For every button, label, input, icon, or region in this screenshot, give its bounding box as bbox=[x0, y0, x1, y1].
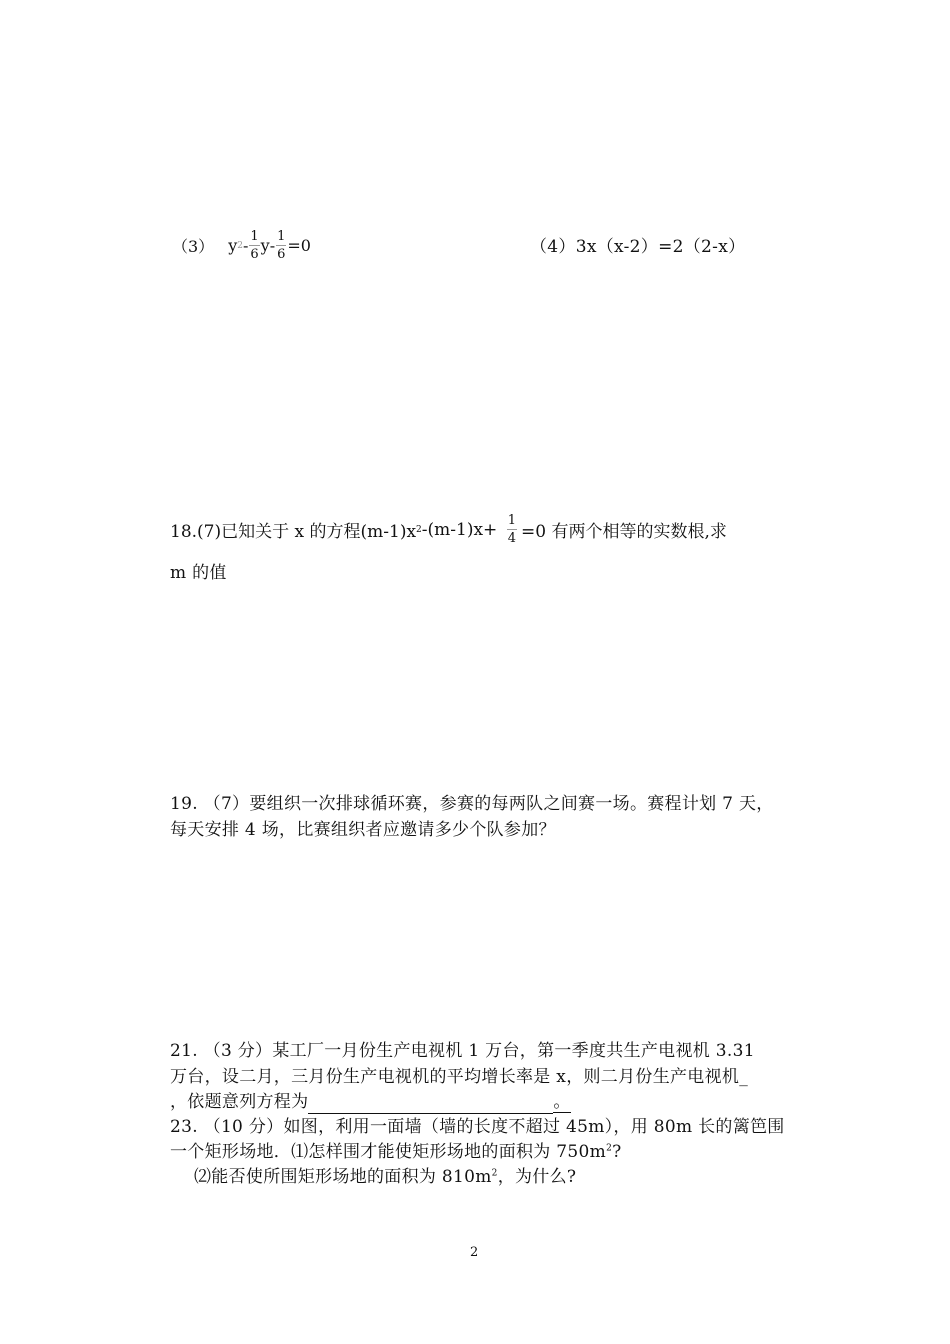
q17-part4: （4）3x（x-2）=2（2-x） bbox=[530, 237, 746, 257]
q17-part3: （3） y 2 - $\frac{1}{6}$ y- $\frac{1}{6}$ =0 bbox=[172, 229, 311, 262]
q17-part3-end: =0 bbox=[287, 236, 311, 255]
q23-line2-text: 一个矩形场地．⑴怎样围才能使矩形场地的面积为 750m bbox=[170, 1142, 607, 1162]
q18-post: =0 有两个相等的实数根,求 bbox=[521, 522, 727, 542]
q21-line1: 21. （3 分）某工厂一月份生产电视机 1 万台，第一季度共生产电视机 3.31 bbox=[170, 1041, 755, 1061]
q23-line3 bbox=[194, 1166, 576, 1188]
q21-answer-blank bbox=[308, 1095, 553, 1114]
q17-part3-fraction-1: $\frac{1}{6}$ bbox=[250, 229, 259, 262]
q18-pre: 18.(7)已知关于 x 的方程(m-1)x bbox=[170, 522, 417, 542]
q17-part3-y: y bbox=[228, 236, 238, 255]
q17-part3-mid: y- bbox=[260, 236, 276, 255]
q23-line1: 23. （10 分）如图，利用一面墙（墙的长度不超过 45m），用 80m 长的篱笆围 bbox=[170, 1117, 785, 1137]
q23-line3-text: ⑵能否使所围矩形场地的面积为 810m bbox=[194, 1167, 492, 1187]
page-number: 2 bbox=[470, 1245, 479, 1260]
q18-fraction: $\frac{1}{4}$ bbox=[507, 513, 516, 546]
q17-part3-minus: - bbox=[242, 236, 249, 255]
q18-line1: 18.(7)已知关于 x 的方程(m-1)x 2 -(m-1)x+ $\frac{1}{4}$ =0 有两个相等的实数根,求 bbox=[170, 513, 727, 546]
q17-part3-label: （3） bbox=[172, 237, 215, 256]
q23-line3-suffix: ，为什么? bbox=[497, 1167, 577, 1187]
q21-line3-suffix: 。 bbox=[553, 1092, 571, 1112]
q23-line2 bbox=[170, 1141, 622, 1163]
q21-line3-prefix: ，依题意列方程为 bbox=[170, 1092, 309, 1112]
q18-mid: -(m-1)x+ bbox=[421, 519, 503, 540]
q18-line2: m 的值 bbox=[170, 563, 227, 583]
q19-line1: 19. （7）要组织一次排球循环赛，参赛的每两队之间赛一场。赛程计划 7 天， bbox=[170, 794, 774, 814]
q23-line2-exponent: 2 bbox=[606, 1143, 613, 1154]
q21-line3 bbox=[170, 1091, 571, 1114]
q17-part3-fraction-2: $\frac{1}{6}$ bbox=[277, 229, 286, 262]
q19-line2: 每天安排 4 场，比赛组织者应邀请多少个队参加？ bbox=[170, 820, 556, 840]
q21-line2: 万台，设二月，三月份生产电视机的平均增长率是 x，则二月份生产电视机_ bbox=[170, 1067, 748, 1087]
q23-line3-exponent: 2 bbox=[491, 1168, 498, 1179]
q23-line2-suffix: ? bbox=[612, 1142, 622, 1162]
